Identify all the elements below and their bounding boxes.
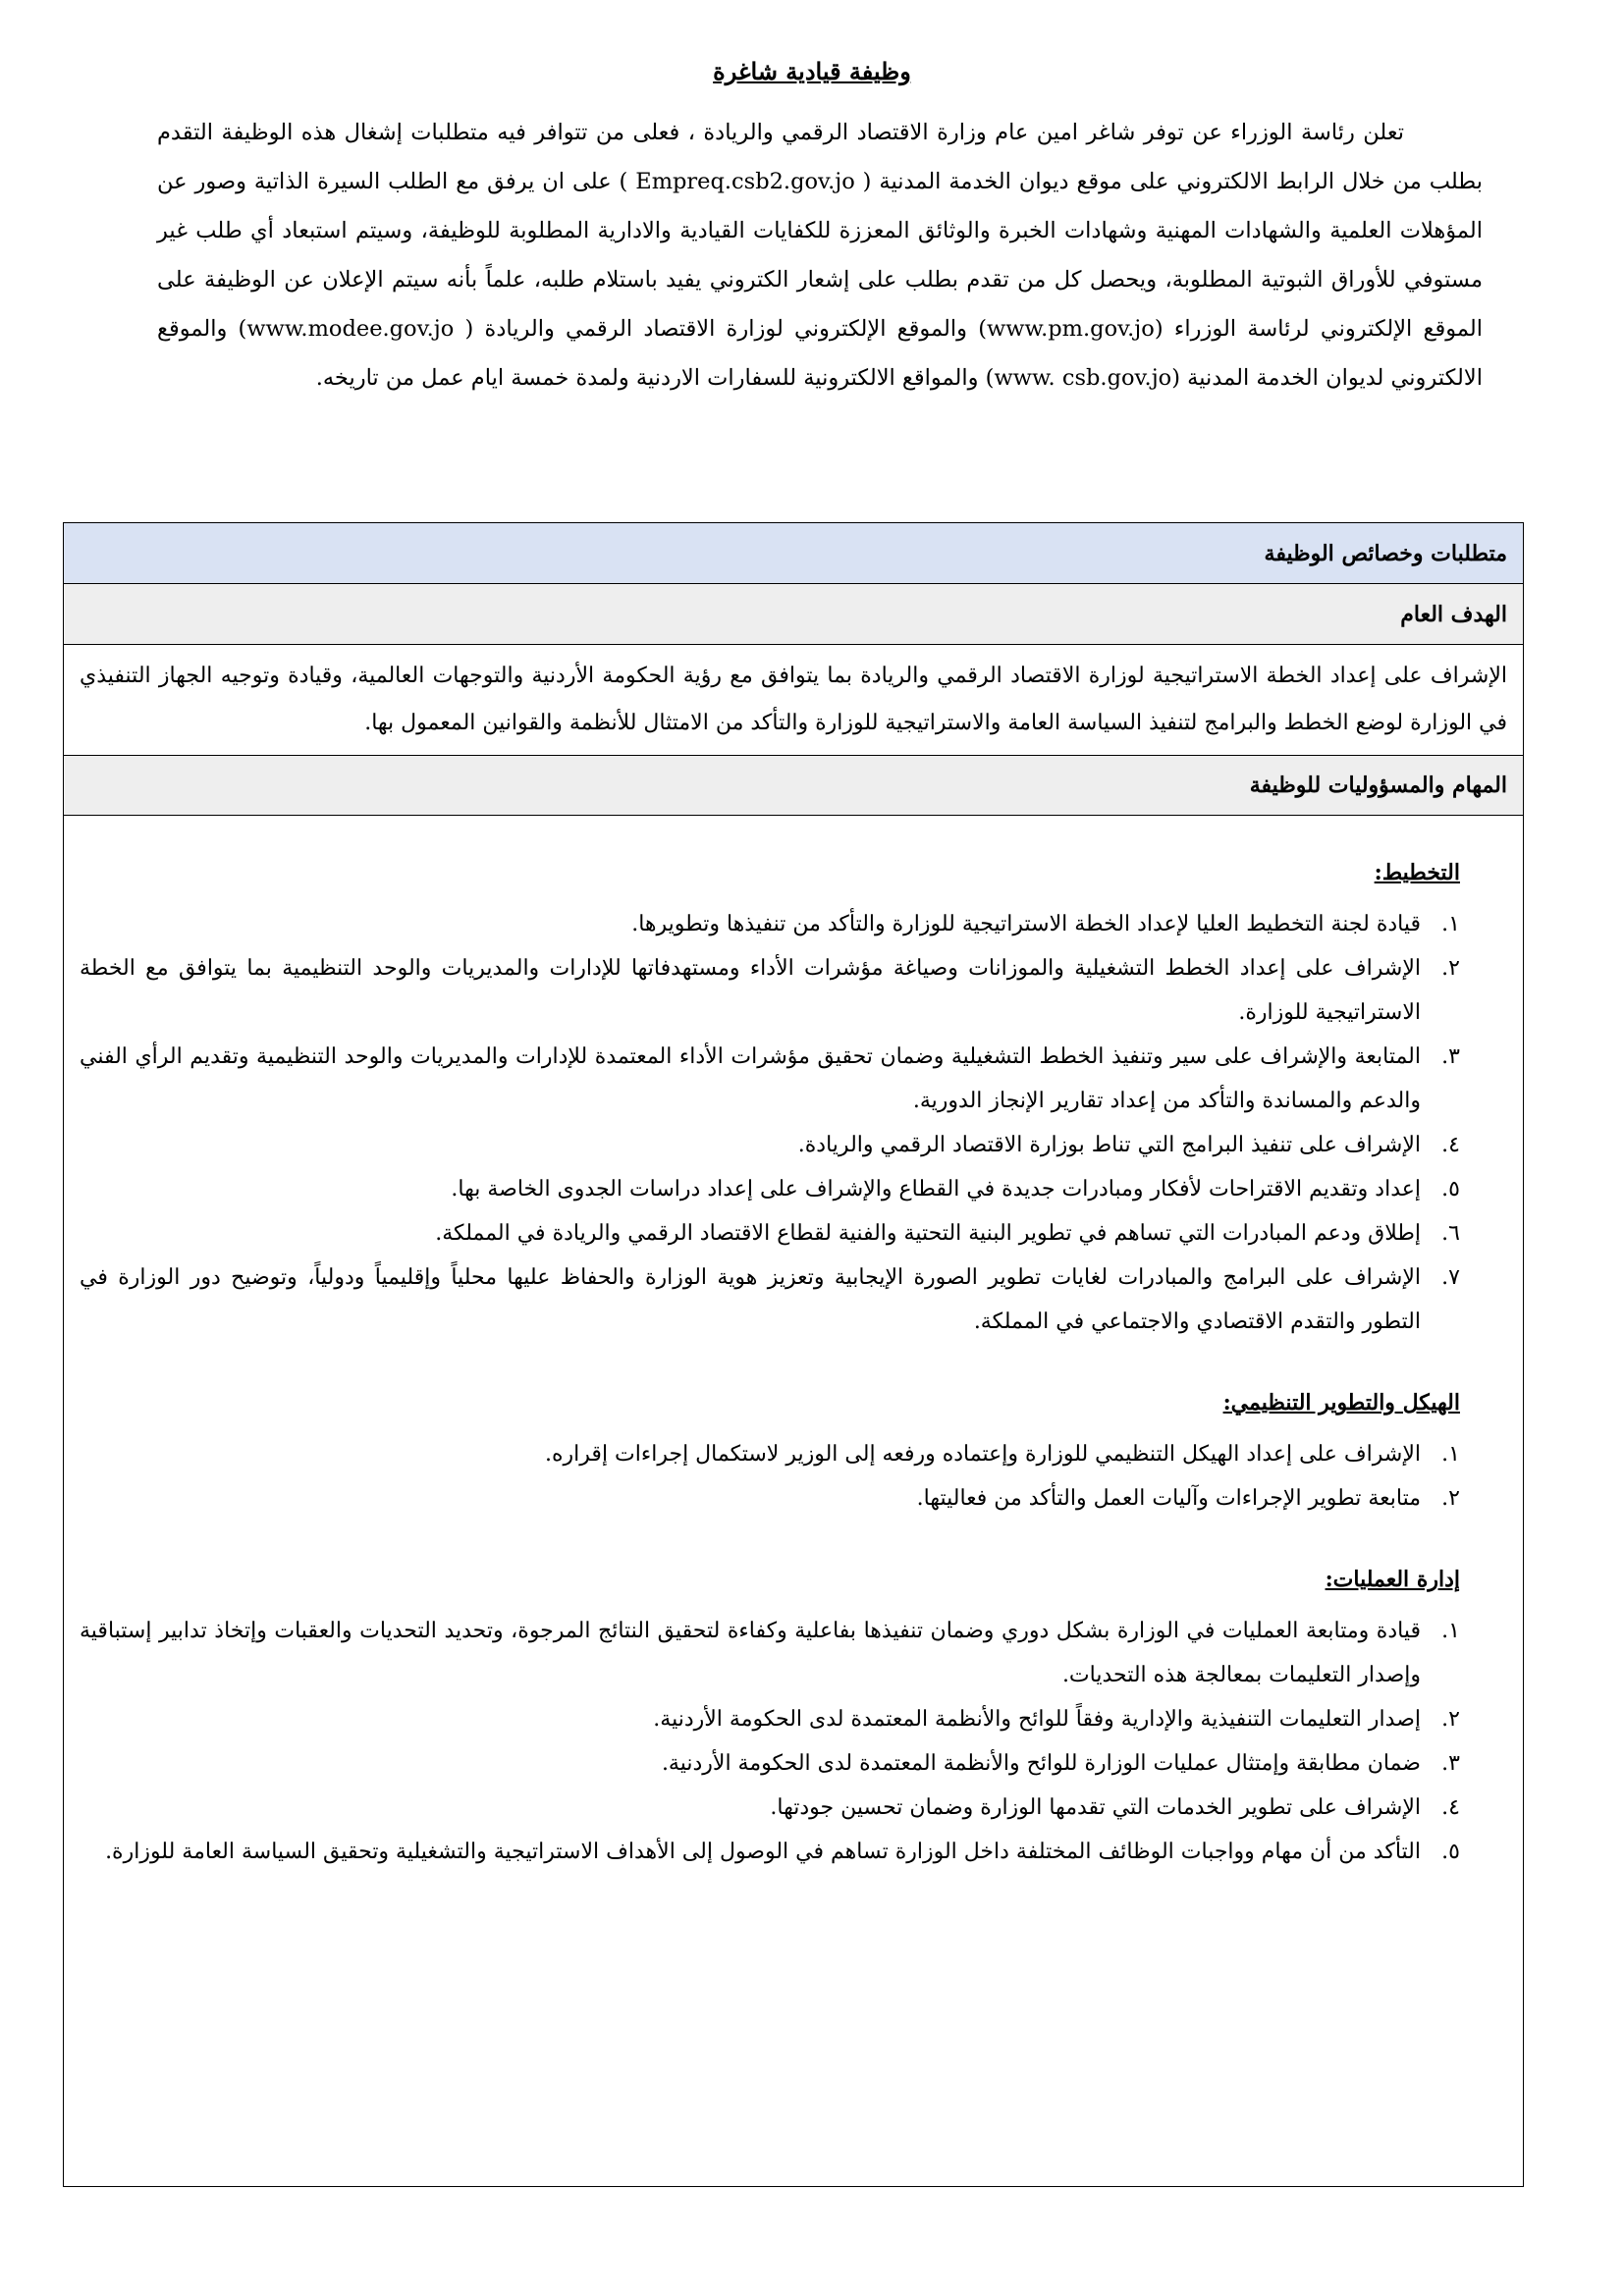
document-title: وظيفة قيادية شاغرة bbox=[713, 57, 911, 85]
goal-header: الهدف العام bbox=[64, 584, 1523, 645]
item-number: ٢. bbox=[1441, 1707, 1460, 1732]
list-item bbox=[80, 1035, 1460, 1123]
planning-section bbox=[80, 851, 1460, 1344]
item-number: ٤. bbox=[1441, 1133, 1460, 1157]
list-item bbox=[80, 1786, 1460, 1830]
list-item bbox=[80, 946, 1460, 1035]
item-text: الإشراف على البرامج والمبادرات لغايات تطوير الصورة الإيجابية وتعزيز هوية الوزارة والحفاظ عليها محلياً وإقليمياً ودولياً، وتوضيح دور الوزارة في التطور والتقدم الاقتصادي والاجتماعي في المملكة. bbox=[80, 1265, 1421, 1334]
item-text: قيادة ومتابعة العمليات في الوزارة بشكل دوري وضمان تنفيذها بفاعلية وكفاءة لتحقيق النتائج المرجوة، وتحديد التحديات والعقبات وإتخاذ تدابير إستباقية وإصدار التعليمات بمعالجة هذه التحديات. bbox=[80, 1619, 1421, 1687]
item-number: ١. bbox=[1441, 912, 1460, 936]
list-item bbox=[80, 1167, 1460, 1211]
list-item bbox=[80, 1697, 1460, 1741]
operations-section bbox=[80, 1558, 1460, 1874]
item-number: ٢. bbox=[1441, 1486, 1460, 1511]
structure-list bbox=[80, 1432, 1460, 1521]
item-text: إطلاق ودعم المبادرات التي تساهم في تطوير البنية التحتية والفنية لقطاع الاقتصاد الرقمي والريادة في المملكة. bbox=[435, 1221, 1421, 1246]
item-number: ١. bbox=[1441, 1619, 1460, 1643]
list-item bbox=[80, 1432, 1460, 1476]
item-number: ٢. bbox=[1441, 956, 1460, 981]
item-number: ٦. bbox=[1441, 1221, 1460, 1246]
tasks-header: المهام والمسؤوليات للوظيفة bbox=[64, 755, 1523, 816]
item-number: ٧. bbox=[1441, 1265, 1460, 1290]
item-number: ٥. bbox=[1441, 1177, 1460, 1201]
planning-list bbox=[80, 902, 1460, 1344]
list-item bbox=[80, 1255, 1460, 1344]
list-item bbox=[80, 1741, 1460, 1786]
item-number: ٤. bbox=[1441, 1795, 1460, 1820]
structure-section bbox=[80, 1381, 1460, 1521]
item-text: الإشراف على تطوير الخدمات التي تقدمها الوزارة وضمان تحسين جودتها. bbox=[770, 1795, 1421, 1820]
planning-title: التخطيط: bbox=[1374, 860, 1460, 885]
item-text: إصدار التعليمات التنفيذية والإدارية وفقاً للوائح والأنظمة المعتمدة لدى الحكومة الأردنية. bbox=[653, 1707, 1421, 1732]
item-number: ٥. bbox=[1441, 1840, 1460, 1864]
item-text: التأكد من أن مهام وواجبات الوظائف المختلفة داخل الوزارة تساهم في الوصول إلى الأهداف الاستراتيجية والتشغيلية وتحقيق السياسة العامة للوزارة. bbox=[105, 1840, 1421, 1864]
tasks-section bbox=[64, 816, 1523, 1874]
item-number: ٣. bbox=[1441, 1044, 1460, 1069]
requirements-box bbox=[63, 522, 1524, 2187]
goal-text: الإشراف على إعداد الخطة الاستراتيجية لوزارة الاقتصاد الرقمي والريادة بما يتوافق مع رؤية الحكومة الأردنية والتوجهات العالمية، وقيادة وتوجيه الجهاز التنفيذي في الوزارة لوضع الخطط والبرامج لتنفيذ السياسة العامة والاستراتيجية للوزارة والتأكد من الامتثال للأنظمة والقوانين المعمول بها. bbox=[80, 664, 1507, 735]
goal-section bbox=[64, 645, 1523, 755]
item-number: ٣. bbox=[1441, 1751, 1460, 1776]
item-text: الإشراف على إعداد الهيكل التنظيمي للوزارة وإعتماده ورفعه إلى الوزير لاستكمال إجراءات إقراره. bbox=[545, 1442, 1421, 1467]
intro-paragraph bbox=[157, 108, 1483, 402]
list-item bbox=[80, 1123, 1460, 1167]
item-text: متابعة تطوير الإجراءات وآليات العمل والتأكد من فعاليتها. bbox=[916, 1486, 1421, 1511]
item-text: ضمان مطابقة وإمتثال عمليات الوزارة للوائح والأنظمة المعتمدة لدى الحكومة الأردنية. bbox=[661, 1751, 1421, 1776]
intro-text: تعلن رئاسة الوزراء عن توفر شاغر امين عام وزارة الاقتصاد الرقمي والريادة ، فعلى من تتوافر فيه متطلبات إشغال هذه الوظيفة التقدم بطلب من خلال الرابط الالكتروني على موقع ديوان الخدمة المدنية ( Empreq.csb2.gov.jo ) على ان يرفق مع الطلب السيرة الذاتية وصور عن المؤهلات العلمية والشهادات المهنية وشهادات الخبرة والوثائق المعززة للكفايات القيادية والادارية المطلوبة للوظيفة، وسيتم استبعاد أي طلب غير مستوفي للأوراق الثبوتية المطلوبة، ويحصل كل من تقدم بطلب على إشعار الكتروني يفيد باستلام طلبه، علماً بأنه سيتم الإعلان عن الوظيفة على الموقع الإلكتروني لرئاسة الوزراء (www.pm.gov.jo) والموقع الإلكتروني لوزارة الاقتصاد الرقمي والريادة ( www.modee.gov.jo) والموقع الالكتروني لديوان الخدمة المدنية (www. csb.gov.jo) والمواقع الالكترونية للسفارات الاردنية ولمدة خمسة ايام عمل من تاريخه. bbox=[157, 120, 1484, 391]
item-number: ١. bbox=[1441, 1442, 1460, 1467]
list-item bbox=[80, 1211, 1460, 1255]
item-text: إعداد وتقديم الاقتراحات لأفكار ومبادرات جديدة في القطاع والإشراف على إعداد دراسات الجدوى الخاصة بها. bbox=[451, 1177, 1421, 1201]
item-text: الإشراف على إعداد الخطط التشغيلية والموزانات وصياغة مؤشرات الأداء ومستهدفاتها للإدارات والمديريات والوحد التنظيمية بما يتوافق مع الخطة الاستراتيجية للوزارة. bbox=[80, 956, 1421, 1025]
operations-list bbox=[80, 1609, 1460, 1874]
list-item bbox=[80, 1830, 1460, 1874]
operations-title: إدارة العمليات: bbox=[1325, 1567, 1460, 1592]
list-item bbox=[80, 1609, 1460, 1697]
list-item bbox=[80, 902, 1460, 946]
item-text: قيادة لجنة التخطيط العليا لإعداد الخطة الاستراتيجية للوزارة والتأكد من تنفيذها وتطويرها. bbox=[631, 912, 1421, 936]
item-text: المتابعة والإشراف على سير وتنفيذ الخطط التشغيلية وضمان تحقيق مؤشرات الأداء المعتمدة للإدارات والمديريات والوحد التنظيمية وتقديم الرأي الفني والدعم والمساندة والتأكد من إعداد تقارير الإنجاز الدورية. bbox=[80, 1044, 1421, 1113]
list-item bbox=[80, 1476, 1460, 1521]
structure-title: الهيكل والتطوير التنظيمي: bbox=[1222, 1390, 1460, 1415]
requirements-header: متطلبات وخصائص الوظيفة bbox=[64, 523, 1523, 584]
item-text: الإشراف على تنفيذ البرامج التي تناط بوزارة الاقتصاد الرقمي والريادة. bbox=[797, 1133, 1421, 1157]
